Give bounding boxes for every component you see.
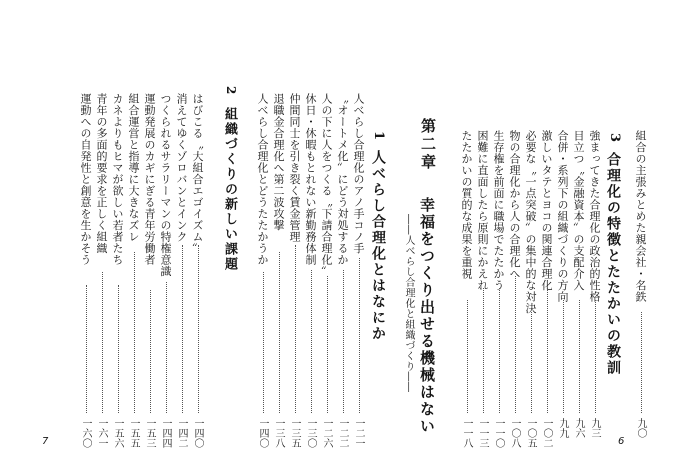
page-number: 一五五 [128,418,139,448]
page-number: 一一三 [477,418,488,448]
leader-dots [547,288,548,413]
toc-entry: 組合の主張みとめた親会社・名鉄 [634,130,647,303]
section-title: 人べらし合理化とはなにか [370,150,386,342]
leader-dots [343,270,344,413]
leader-dots [182,245,183,413]
leader-dots [641,312,642,413]
leader-dots [483,288,484,413]
page-number: 九三 [589,418,600,438]
toc-entry: つくられるサラリーマンの特権意識 [159,93,172,277]
leader-dots [311,270,312,413]
toc-entry: 人べらし合理化のアノ手コノ手 [352,93,365,254]
page-number: 一三五 [289,418,300,448]
toc-entry: 青年の多面的要求を正しく組織 [95,93,108,254]
page-number: 一六一 [96,418,107,448]
toc-entry: 休日・休暇もとれない新勤務体制 [304,93,317,266]
toc-entry: 人べらし合理化とどうたたかうか [256,93,269,266]
page-number: 一三〇 [305,418,316,448]
page-number: 一〇八 [509,418,520,448]
toc-entry: 強まってきた合理化の政治的性格 [588,130,601,303]
leader-dots [263,272,264,413]
leader-dots [515,276,516,413]
section-title: 組織づくりの新しい課題 [222,107,237,272]
toc-entry: 物の合理化から人の合理化へ [508,130,521,280]
leader-dots [198,245,199,413]
page-number: 一五三 [144,418,155,448]
page-number: 九〇 [635,418,646,438]
leader-dots [279,252,280,413]
section-number: 1 [371,131,386,141]
page-number: 一二六 [321,418,332,448]
toc-entry: 退職金合理化へ第二波攻撃 [272,93,285,231]
page-number: 一四四 [160,418,171,448]
toc-entry: 目立つ〝金融資本〟の支配介入 [572,130,585,291]
toc-entry: 運動への自発性と創意を生かそう [79,93,92,266]
page-number: 一一八 [461,418,472,448]
leader-dots [295,245,296,413]
page-number: 一〇二 [541,418,552,448]
section-title: 合理化の特徴とたたかいの教訓 [605,152,621,376]
toc-entry: 生存権を前面に職場でたたかう [492,130,505,291]
page-folio: 6 [618,436,625,447]
toc-entry: 困難に直面したら原則にかえれ [476,130,489,291]
page-number: 九九 [557,418,568,438]
leader-dots [595,300,596,413]
toc-entry: 合併・系列下の組織づくりの方向 [556,130,569,303]
leader-dots [359,258,360,413]
chapter-number: 第二章 [419,118,437,172]
leader-dots [579,300,580,413]
toc-entry: 激しいタテとヨコの関連合理化 [540,130,553,291]
toc-entry: 運動発展のカギにぎる青年労働者 [143,93,156,266]
toc-entry: 消えてゆくゾロバンとインク [175,93,188,243]
page-number: 一六〇 [80,418,91,448]
page-number: 一四〇 [257,418,268,448]
leader-dots [118,285,119,413]
section-number: 2 [224,86,238,95]
toc-entry: 人の下に人をつくる〝下請合理化〟 [320,93,333,277]
leader-dots [166,282,167,413]
section-number: 3 [607,133,622,143]
page-number: 一五六 [112,418,123,448]
page-number: 一二一 [353,418,364,448]
toc-entry: はびこる〝大組合エゴイズム〟 [191,93,204,254]
leader-dots [563,300,564,413]
leader-dots [102,272,103,413]
leader-dots [86,285,87,413]
toc-entry: たたかいの質的な成果を重視 [460,130,473,280]
page-folio: 7 [42,436,49,447]
page-number: 一三八 [273,418,284,448]
leader-dots [327,276,328,413]
page-number: 一〇五 [525,418,536,448]
page-number: 九六 [573,418,584,438]
toc-entry: 組合運営と指導に大きなズレ [127,93,140,243]
leader-dots [134,252,135,413]
chapter-title: 幸福をつくり出せる機械はない [418,197,436,435]
toc-entry: 〝オートメ化〟にどう対処するか [336,93,349,266]
leader-dots [467,300,468,413]
toc-entry: カネよりもヒマが欲しい若者たち [111,93,124,266]
chapter-subtitle: ――人べらし合理化と組織づくり―― [403,214,414,393]
page-number: 一一〇 [493,418,504,448]
page-number: 一二二 [337,418,348,448]
page-number: 一四〇 [192,418,203,448]
page-number: 一四二 [176,418,187,448]
leader-dots [531,312,532,413]
leader-dots [499,288,500,413]
toc-entry: 必要な〝一点突破〟の集中的な対決 [524,130,537,314]
toc-entry: 仲間同士を引き裂く賃金管理 [288,93,301,243]
leader-dots [150,290,151,413]
